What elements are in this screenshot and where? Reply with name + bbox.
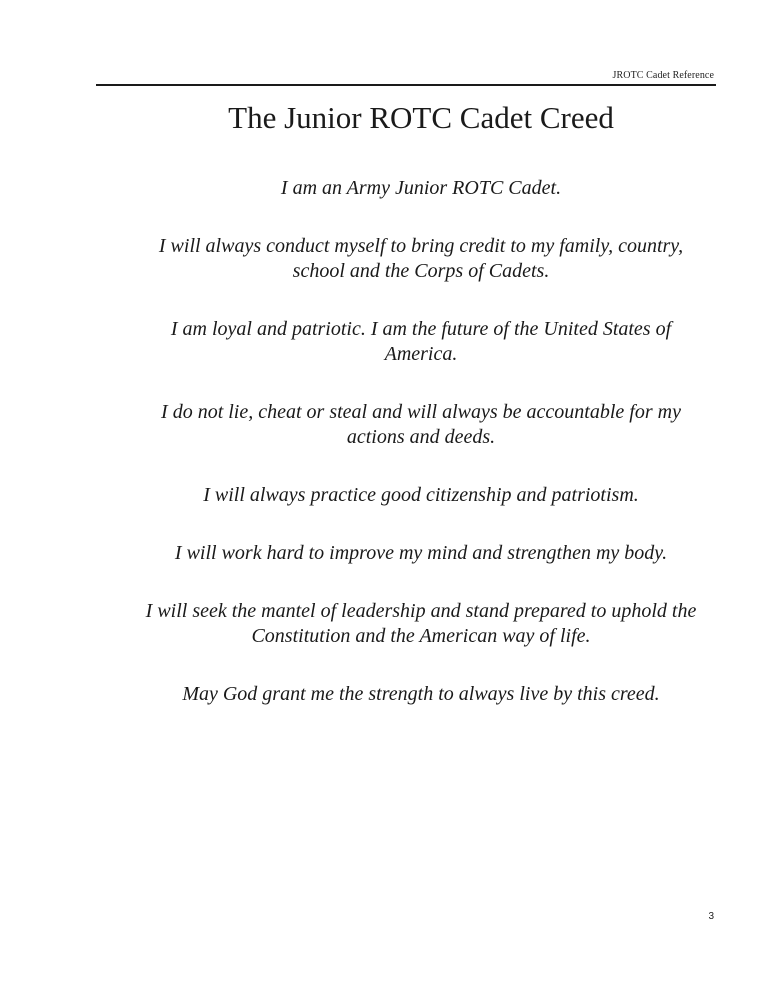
creed-line-1: I am an Army Junior ROTC Cadet. [280,177,562,199]
creed-line-8: May God grant me the strength to always live by this creed. [182,683,660,705]
creed-line-3: I am loyal and patriotic. I am the future of the United States of America. [170,318,672,365]
page-title: The Junior ROTC Cadet Creed [228,100,614,135]
running-header: JROTC Cadet Reference [612,70,714,81]
creed-line-4: I do not lie, cheat or steal and will always be accountable for my actions and deeds. [161,401,681,448]
creed-line-5: I will always practice good citizenship and patriotism. [203,484,639,506]
creed-list [136,176,706,740]
creed-line-6: I will work hard to improve my mind and strengthen my body. [174,542,668,564]
header-rule [96,84,716,86]
creed-line-2: I will always conduct myself to bring credit to my family, country, school and the Corps of Cadets. [158,235,684,282]
creed-line-7: I will seek the mantel of leadership and stand prepared to uphold the Constitution and the American way of life. [145,600,697,647]
page-number: 3 [708,911,714,922]
